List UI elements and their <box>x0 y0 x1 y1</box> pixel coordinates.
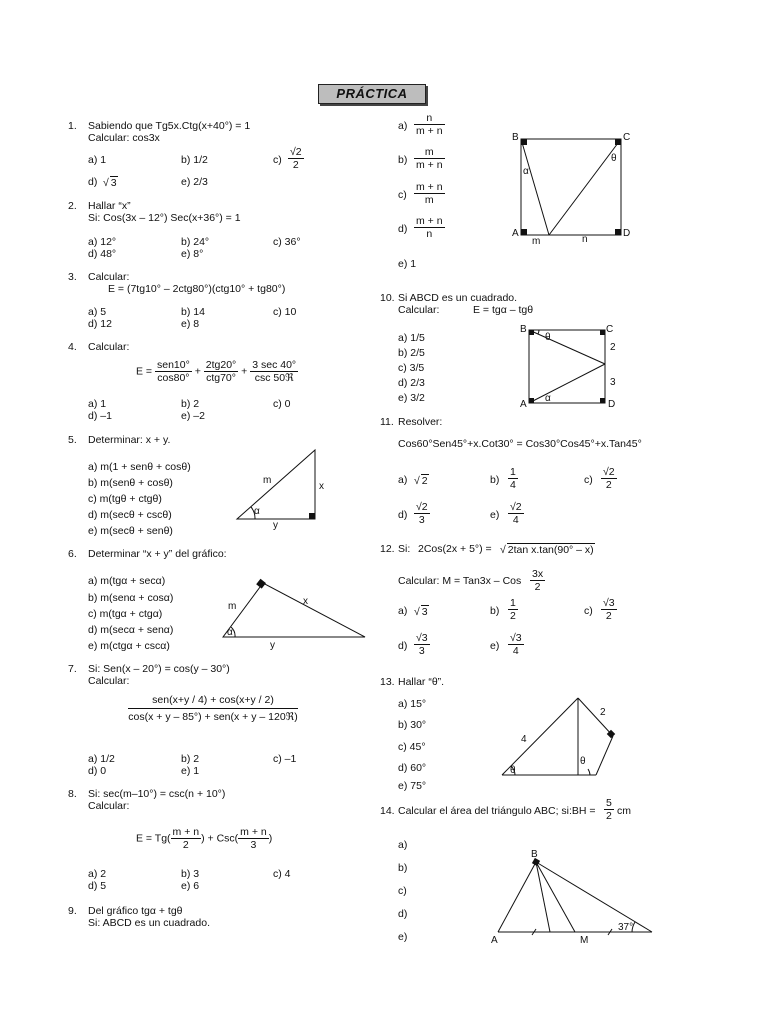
problem-3-option-a: a) 5 <box>88 306 107 318</box>
problem-6-number: 6. <box>68 548 77 560</box>
fraction-denominator: m + n <box>416 159 443 172</box>
root-value: 2tan x.tan(90° – x) <box>507 544 594 556</box>
label-alpha: α <box>254 506 260 517</box>
problem-12-fraction <box>530 568 545 593</box>
problem-7-statement: Si: Sen(x – 20°) = cos(y – 30°) <box>88 663 230 675</box>
problem-6-option-d: d) m(secα + senα) <box>88 624 174 636</box>
label-theta-right: θ <box>580 756 586 767</box>
problem-12-equation-left: 2Cos(2x + 5°) = <box>418 543 492 555</box>
problem-8-number: 8. <box>68 788 77 800</box>
problem-5-triangle-figure <box>225 440 335 535</box>
title-banner <box>318 84 426 104</box>
problem-14-number: 14. <box>380 805 395 817</box>
problem-11-option-e: e) <box>490 509 500 521</box>
problem-2-option-b: b) 24° <box>181 236 210 248</box>
label-M: M <box>580 935 589 946</box>
problem-11-option-a: a) <box>398 474 408 486</box>
problem-2-condition: Si: Cos(3x – 12°) Sec(x+36°) = 1 <box>88 212 241 224</box>
label-n: n <box>582 234 588 245</box>
fraction-numerator: 1 <box>510 597 516 609</box>
fraction-numerator: 5 <box>606 797 612 809</box>
fraction-denominator: 2 <box>510 610 516 623</box>
fraction-numerator: m <box>414 146 445 159</box>
problem-5-number: 5. <box>68 434 77 446</box>
label-B: B <box>512 132 519 143</box>
problem-12-option-e-fraction <box>508 632 524 657</box>
fraction-numerator: √3 <box>510 632 522 644</box>
formula-denominator: cos(x + y – 85°) + sen(x + y – 120ℜ) <box>128 711 298 724</box>
fraction-numerator: 2tg20° <box>205 359 237 371</box>
problem-7-question: Calcular: <box>88 675 130 687</box>
label-B: B <box>531 849 538 860</box>
fraction-denominator: 2 <box>534 581 541 594</box>
fraction-denominator: 3 <box>418 514 425 527</box>
problem-12-option-b-fraction <box>508 597 518 622</box>
label-side-3: 3 <box>610 377 616 388</box>
problem-8-formula: E = Tg( $\frac{m + n}{2}$ ) + Csc( $\frac{m + n}{3}$ ) <box>136 826 273 852</box>
problem-9-option-b: b) <box>398 154 408 166</box>
problem-14-option-a: a) <box>398 839 408 851</box>
label-x: x <box>319 481 324 492</box>
problem-7-option-b: b) 2 <box>181 753 200 765</box>
fraction-denominator: 3 <box>418 645 425 658</box>
problem-8-option-c: c) 4 <box>273 868 291 880</box>
problem-1-option-d: d) <box>88 176 98 188</box>
label-angle-37: 37° <box>618 922 634 933</box>
label-side-2: 2 <box>600 707 606 718</box>
problem-9-option-a-fraction <box>414 112 445 137</box>
problem-11-equation: Cos60°Sen45°+x.Cot30° = Cos30°Cos45°+x.Tan45° <box>398 438 642 450</box>
label-C: C <box>606 324 614 335</box>
fraction-denominator: m + n <box>416 125 443 138</box>
problem-6-triangle-figure <box>215 574 375 654</box>
problem-9-statement: Del gráfico tgα + tgθ <box>88 905 183 917</box>
fraction-numerator: √2 <box>603 466 615 478</box>
problem-12-option-a-root: √ 3 <box>414 606 428 618</box>
fraction-numerator: sen10° <box>156 359 190 371</box>
problem-14-option-c: c) <box>398 885 407 897</box>
problem-8-statement: Si: sec(m–10°) = csc(n + 10°) <box>88 788 226 800</box>
problem-4-option-a: a) 1 <box>88 398 107 410</box>
problem-3-option-c: c) 10 <box>273 306 297 318</box>
label-y: y <box>273 520 278 531</box>
label-A: A <box>512 228 519 239</box>
problem-5-option-d: d) m(secθ + cscθ) <box>88 509 172 521</box>
problem-6-option-c: c) m(tgα + ctgα) <box>88 608 163 620</box>
formula-numerator: sen(x+y / 4) + cos(x+y / 2) <box>128 694 298 709</box>
problem-4-option-c: c) 0 <box>273 398 291 410</box>
problem-3-expression: E = (7tg10° – 2ctg80°)(ctg10° + tg80°) <box>108 283 286 295</box>
label-alpha: α <box>227 627 233 638</box>
problem-14-option-d: d) <box>398 908 408 920</box>
problem-3-option-b: b) 14 <box>181 306 205 318</box>
problem-7-formula <box>128 694 298 723</box>
fraction-numerator: √3 <box>603 597 615 609</box>
problem-10-number: 10. <box>380 292 395 304</box>
label-m: m <box>532 236 541 246</box>
fraction-denominator: 2 <box>182 839 189 852</box>
problem-4-statement: Calcular: <box>88 341 130 353</box>
problem-3-statement: Calcular: <box>88 271 130 283</box>
fraction-denominator: 2 <box>605 479 612 492</box>
problem-12-si: Si: <box>398 543 411 555</box>
fraction-numerator: m + n <box>416 181 443 193</box>
problem-12-option-e: e) <box>490 640 500 652</box>
problem-11-statement: Resolver: <box>398 416 443 428</box>
problem-5-option-a: a) m(1 + senθ + cosθ) <box>88 461 191 473</box>
fraction-numerator: m + n <box>416 215 443 227</box>
fraction-denominator: 2 <box>605 610 612 623</box>
fraction-numerator: n <box>414 112 445 125</box>
problem-5-option-e: e) m(secθ + senθ) <box>88 525 173 537</box>
problem-13-option-c: c) 45° <box>398 741 426 753</box>
fraction-denominator: 4 <box>510 479 516 492</box>
fraction-denominator: 4 <box>512 514 519 527</box>
problem-1-option-e: e) 2/3 <box>181 176 208 188</box>
problem-5-statement: Determinar: x + y. <box>88 434 171 446</box>
problem-7-option-c: c) –1 <box>273 753 297 765</box>
problem-6-statement: Determinar “x + y” del gráfico: <box>88 548 227 560</box>
problem-2-option-d: d) 48° <box>88 248 117 260</box>
problem-9-number: 9. <box>68 905 77 917</box>
right-angle-marker <box>256 579 266 589</box>
problem-9-option-d-fraction <box>414 215 445 240</box>
problem-5-option-b: b) m(senθ + cosθ) <box>88 477 173 489</box>
label-D: D <box>623 228 631 239</box>
problem-14-statement: Calcular el área del triángulo ABC; si:BH = <box>398 805 596 817</box>
problem-7-option-a: a) 1/2 <box>88 753 115 765</box>
problem-9-condition: Si: ABCD es un cuadrado. <box>88 917 210 929</box>
label-m: m <box>228 601 237 612</box>
problem-7-number: 7. <box>68 663 77 675</box>
fraction-numerator: √3 <box>416 632 428 644</box>
fraction-denominator: 2 <box>606 810 612 823</box>
problem-10-statement: Si ABCD es un cuadrado. <box>398 292 518 304</box>
problem-14-unit: cm <box>617 805 631 817</box>
problem-3-number: 3. <box>68 271 77 283</box>
problem-9-option-a: a) <box>398 120 408 132</box>
problem-4-option-b: b) 2 <box>181 398 200 410</box>
label-D: D <box>608 399 616 410</box>
problem-11-option-a-root: √ 2 <box>414 475 428 487</box>
problem-9-option-c-fraction <box>414 181 445 206</box>
problem-2-option-e: e) 8° <box>181 248 204 260</box>
fraction-denominator: cos80° <box>157 372 190 385</box>
problem-11-number: 11. <box>380 416 394 428</box>
problem-8-option-b: b) 3 <box>181 868 200 880</box>
fraction-numerator: √2 <box>510 501 522 513</box>
label-side-2: 2 <box>610 342 616 353</box>
problem-8-option-d: d) 5 <box>88 880 107 892</box>
problem-6-option-a: a) m(tgα + secα) <box>88 575 166 587</box>
problem-13-option-d: d) 60° <box>398 762 427 774</box>
label-side-4: 4 <box>521 734 527 745</box>
problem-1-statement: Sabiendo que Tg5x.Ctg(x+40°) = 1 <box>88 120 251 132</box>
problem-14-option-b: b) <box>398 862 408 874</box>
problem-9-option-d: d) <box>398 223 408 235</box>
problem-8-option-a: a) 2 <box>88 868 107 880</box>
problem-11-option-c-fraction <box>601 466 617 491</box>
problem-10-option-e: e) 3/2 <box>398 392 425 404</box>
problem-3-option-d: d) 12 <box>88 318 112 330</box>
problem-8-option-e: e) 6 <box>181 880 200 892</box>
formula-lhs: E = <box>136 365 153 378</box>
problem-12-option-c-fraction <box>601 597 617 622</box>
label-alpha: α <box>523 166 529 177</box>
problem-8-question: Calcular: <box>88 800 130 812</box>
problem-6-option-e: e) m(ctgα + cscα) <box>88 640 170 652</box>
problem-4-option-e: e) –2 <box>181 410 205 422</box>
problem-11-option-b: b) <box>490 474 500 486</box>
problem-4-formula: E = $\frac{\text{sen10°}}{\cos 80^\circ}$ + $\frac{2tg20^\circ}{\text{ctg70°}}$ + $\frac{3 \sec 40^\circ}{\text{csc 50ℜ}}$ <box>136 359 297 385</box>
fraction-denominator: csc 50ℜ <box>254 372 294 385</box>
problem-12-option-d: d) <box>398 640 408 652</box>
problem-10-question: Calcular: <box>398 304 440 316</box>
problem-2-statement: Hallar “x” <box>88 200 131 212</box>
fraction-denominator: n <box>426 228 433 241</box>
problem-1-option-c-fraction <box>288 146 304 171</box>
formula-lhs: E = Tg <box>136 832 168 845</box>
problem-10-expression: E = tgα – tgθ <box>473 304 534 316</box>
problem-13-option-b: b) 30° <box>398 719 427 731</box>
problem-10-option-b: b) 2/5 <box>398 347 425 359</box>
formula-middle: + Csc <box>207 832 235 845</box>
problem-11-option-b-fraction <box>508 466 518 491</box>
problem-13-statement: Hallar “θ”. <box>398 676 445 688</box>
problem-11-option-c: c) <box>584 474 593 486</box>
problem-11-option-d: d) <box>398 509 408 521</box>
problem-14-fraction <box>604 797 614 822</box>
problem-11-option-e-fraction <box>508 501 524 526</box>
root-value: 2 <box>421 475 428 487</box>
problem-9-option-b-fraction <box>414 146 445 171</box>
problem-12-option-c: c) <box>584 605 593 617</box>
fraction-numerator: 3 sec 40° <box>252 359 297 371</box>
problem-10-option-d: d) 2/3 <box>398 377 425 389</box>
problem-13-figure <box>496 690 621 782</box>
fraction-numerator: 3x <box>532 568 544 580</box>
fraction-numerator: √2 <box>290 146 302 158</box>
problem-11-option-d-fraction <box>414 501 430 526</box>
problem-13-number: 13. <box>380 676 395 688</box>
problem-9-option-c: c) <box>398 189 407 201</box>
problem-13-option-a: a) 15° <box>398 698 427 710</box>
fraction-denominator: 4 <box>512 645 519 658</box>
label-alpha: α <box>545 393 551 404</box>
fraction-denominator: m <box>424 194 434 207</box>
problem-2-number: 2. <box>68 200 77 212</box>
label-A: A <box>520 399 527 410</box>
problem-10-option-a: a) 1/5 <box>398 332 425 344</box>
problem-12-equation-right: √ 2tan x.tan(90° – x) <box>500 544 594 556</box>
problem-1-option-d-root: √ 3 <box>103 177 117 189</box>
problem-9-square-figure <box>508 128 638 246</box>
problem-1-number: 1. <box>68 120 77 132</box>
problem-1-option-b: b) 1/2 <box>181 154 208 166</box>
label-B: B <box>520 324 527 335</box>
problem-1-option-c: c) <box>273 154 282 166</box>
problem-14-option-e: e) <box>398 931 408 943</box>
problem-6-option-b: b) m(senα + cosα) <box>88 592 174 604</box>
problem-5-option-c: c) m(tgθ + ctgθ) <box>88 493 162 505</box>
fraction-denominator: 2 <box>292 159 299 172</box>
fraction-numerator: m + n <box>240 826 267 838</box>
label-A: A <box>491 935 498 946</box>
problem-2-option-a: a) 12° <box>88 236 117 248</box>
label-y: y <box>270 640 275 651</box>
problem-2-option-c: c) 36° <box>273 236 301 248</box>
problem-1-option-a: a) 1 <box>88 154 107 166</box>
problem-7-option-d: d) 0 <box>88 765 107 777</box>
problem-7-option-e: e) 1 <box>181 765 200 777</box>
problem-10-option-c: c) 3/5 <box>398 362 425 374</box>
problem-4-number: 4. <box>68 341 77 353</box>
fraction-numerator: 1 <box>510 466 516 478</box>
problem-14-figure <box>486 846 658 946</box>
label-x: x <box>303 596 308 607</box>
problem-12-option-a: a) <box>398 605 408 617</box>
problem-12-option-b: b) <box>490 605 500 617</box>
problem-3-option-e: e) 8 <box>181 318 200 330</box>
problem-9-option-e: e) 1 <box>398 258 417 270</box>
fraction-numerator: √2 <box>416 501 428 513</box>
problem-10-square-figure <box>515 320 625 412</box>
right-angle-marker <box>309 513 315 519</box>
root-value: 3 <box>110 177 117 189</box>
fraction-denominator: 3 <box>250 839 257 852</box>
problem-12-number: 12. <box>380 543 395 555</box>
label-theta: θ <box>545 332 551 343</box>
fraction-numerator: m + n <box>172 826 200 838</box>
problem-4-option-d: d) –1 <box>88 410 112 422</box>
label-theta-left: θ <box>510 765 516 776</box>
fraction-denominator: ctg70° <box>206 372 236 385</box>
label-theta: θ <box>611 153 617 164</box>
label-m: m <box>263 475 272 486</box>
problem-13-option-e: e) 75° <box>398 780 427 792</box>
page-title: PRÁCTICA <box>336 86 408 101</box>
root-value: 3 <box>421 606 428 618</box>
problem-12-option-d-fraction <box>414 632 430 657</box>
problem-1-question: Calcular: cos3x <box>88 132 160 144</box>
label-C: C <box>623 132 631 143</box>
problem-12-question: Calcular: M = Tan3x – Cos <box>398 575 522 587</box>
